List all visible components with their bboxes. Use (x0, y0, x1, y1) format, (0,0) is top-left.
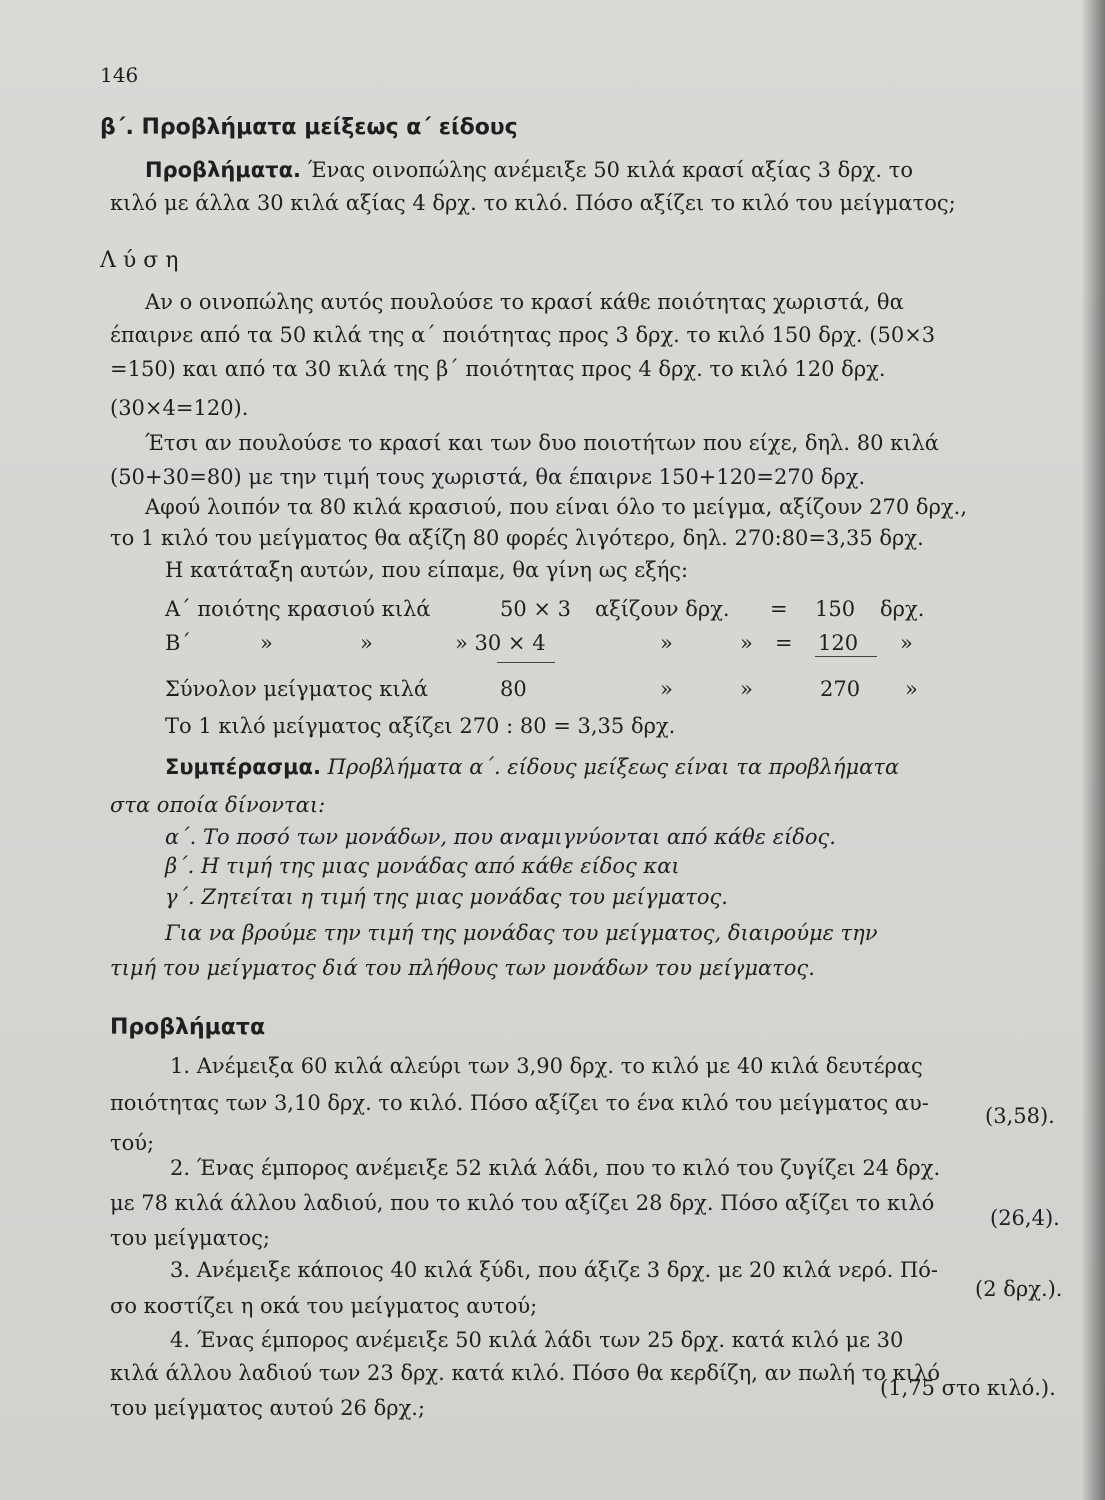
row3-verb: » (660, 677, 673, 701)
exercise-3-answer: (2 δρχ.). (975, 1277, 1063, 1301)
row2-verb2: » (740, 631, 753, 655)
conclusion-item-b: β΄. Η τιμή της μιας μονάδας από κάθε είδος και (165, 854, 680, 878)
sum-rule-right (815, 656, 877, 657)
exercise-3-line-1: 3. Ανέμειξε κάποιος 40 κιλά ξύδι, που άξιζε 3 δρχ. με 20 κιλά νερό. Πό- (170, 1258, 939, 1282)
exercise-2-answer: (26,4). (990, 1206, 1060, 1230)
row3-calc: 80 (500, 677, 527, 701)
conclusion-item-c: γ΄. Ζητείται η τιμή της μιας μονάδας του μείγματος. (165, 885, 728, 909)
problem-line-2: κιλό με άλλα 30 κιλά αξίας 4 δρχ. το κιλό. Πόσο αξίζει το κιλό του μείγματος; (110, 191, 956, 215)
solution-line-8: το 1 κιλό του μείγματος θα αξίζη 80 φορές λιγότερο, δηλ. 270:80=3,35 δρχ. (110, 526, 924, 550)
solution-line-1: Αν ο οινοπώλης αυτός πουλούσε το κρασί κάθε ποιότητας χωριστά, θα (145, 290, 904, 314)
row3-verb2: » (740, 677, 753, 701)
row2-q2: » (360, 631, 373, 655)
table-final: Το 1 κιλό μείγματος αξίζει 270 : 80 = 3,35 δρχ. (165, 714, 676, 738)
row2-value: 120 (818, 631, 859, 655)
solution-line-7: Αφού λοιπόν τα 80 κιλά κρασιού, που είναι όλο το μείγμα, αξίζουν 270 δρχ., (145, 495, 967, 519)
conclusion-line-1 (165, 754, 899, 780)
exercise-2-line-1: 2. Ένας έμπορος ανέμειξε 52 κιλά λάδι, που το κιλό του ζυγίζει 24 δρχ. (170, 1156, 941, 1180)
binding-shadow (1081, 0, 1105, 1500)
exercise-3-line-2: σο κοστίζει η οκά του μείγματος αυτού; (110, 1294, 538, 1318)
conclusion-text-1: Προβλήματα α΄. είδους μείξεως είναι τα προβλήματα (327, 755, 900, 779)
row3-label: Σύνολον μείγματος κιλά (165, 677, 429, 701)
row2-verb: » (660, 631, 673, 655)
row1-verb: αξίζουν δρχ. (595, 597, 730, 621)
problem-text-1: Ένας οινοπώλης ανέμειξε 50 κιλά κρασί αξίας 3 δρχ. το (307, 158, 913, 182)
row1-eq: = (770, 597, 788, 621)
row3-unit: » (905, 677, 918, 701)
conclusion-item-a: α΄. Το ποσό των μονάδων, που αναμιγνύονται από κάθε είδος. (165, 825, 836, 849)
exercise-1-line-2: ποιότητας των 3,10 δρχ. το κιλό. Πόσο αξίζει το ένα κιλό του μείγματος αυ- (110, 1091, 929, 1115)
exercise-4-line-2: κιλά άλλου λαδιού των 23 δρχ. κατά κιλό. Πόσο θα κερδίζη, αν πωλή το κιλό (110, 1361, 940, 1385)
solution-line-3: =150) και από τα 30 κιλά της β΄ ποιότητας προς 4 δρχ. το κιλό 120 δρχ. (110, 357, 886, 381)
rule-line-1: Για να βρούμε την τιμή της μονάδας του μείγματος, διαιρούμε την (165, 921, 878, 945)
problem-line-1 (145, 157, 913, 183)
row1-label: Α΄ ποιότης κρασιού κιλά (165, 597, 431, 621)
exercise-2-line-2: με 78 κιλά άλλου λαδιού, που το κιλό του αξίζει 28 δρχ. Πόσο αξίζει το κιλό (110, 1191, 935, 1215)
row1-calc: 50 × 3 (500, 597, 572, 621)
solution-heading: Λ ύ σ η (100, 248, 179, 273)
exercise-4-line-3: του μείγματος αυτού 26 δρχ.; (110, 1396, 426, 1420)
exercises-heading: Προβλήματα (110, 1015, 266, 1040)
exercise-4-answer: (1,75 στο κιλό.). (880, 1376, 1056, 1400)
conclusion-label: Συμπέρασμα. (165, 755, 321, 779)
row1-unit: δρχ. (880, 597, 925, 621)
exercise-1-line-3: τού; (110, 1131, 155, 1155)
rule-line-2: τιμή του μείγματος διά του πλήθους των μονάδων του μείγματος. (110, 956, 815, 980)
section-title: β΄. Προβλήματα μείξεως α΄ είδους (100, 115, 518, 140)
row3-value: 270 (820, 677, 861, 701)
solution-line-6: (50+30=80) με την τιμή τους χωριστά, θα έπαιρνε 150+120=270 δρχ. (110, 465, 866, 489)
row2-eq: = (775, 631, 793, 655)
row2-q1: » (260, 631, 273, 655)
solution-line-9: Η κατάταξη αυτών, που είπαμε, θα γίνη ως εξής: (165, 558, 689, 582)
row2-unit: » (900, 631, 913, 655)
exercise-1-answer: (3,58). (985, 1104, 1055, 1128)
solution-line-2: έπαιρνε από τα 50 κιλά της α΄ ποιότητας προς 3 δρχ. το κιλό 150 δρχ. (50×3 (110, 323, 936, 347)
exercise-1-line-1: 1. Ανέμειξα 60 κιλά αλεύρι των 3,90 δρχ. το κιλό με 40 κιλά δευτέρας (170, 1054, 923, 1078)
solution-line-5: Έτσι αν πουλούσε το κρασί και των δυο ποιοτήτων που είχε, δηλ. 80 κιλά (145, 431, 939, 455)
conclusion-line-2: στα οποία δίνονται: (110, 793, 326, 817)
row2-label: Β΄ (165, 631, 191, 655)
problem-label: Προβλήματα. (145, 158, 301, 182)
exercise-4-line-1: 4. Ένας έμπορος ανέμειξε 50 κιλά λάδι των 25 δρχ. κατά κιλό με 30 (170, 1328, 904, 1352)
row1-value: 150 (815, 597, 856, 621)
sum-rule-left (497, 662, 555, 663)
row2-calc: » 30 × 4 (455, 631, 546, 655)
exercise-2-line-3: του μείγματος; (110, 1226, 270, 1250)
page-number: 146 (100, 63, 139, 87)
solution-line-4: (30×4=120). (110, 396, 249, 420)
